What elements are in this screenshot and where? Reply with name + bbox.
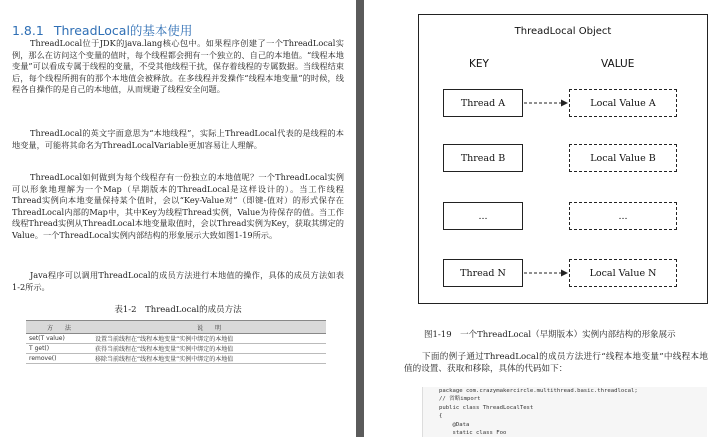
table-cell-description: 移除当前线程在“线程本地变量”实例中绑定的本地值 [92, 354, 326, 364]
value-box-local-value-a: Local Value A [569, 89, 677, 117]
value-box-ellipsis: ... [569, 202, 677, 230]
key-box-thread-a: Thread A [443, 89, 523, 117]
table-cell-method: remove() [26, 354, 92, 364]
section-title: ThreadLocal的基本使用 [53, 23, 193, 38]
diagram-title: ThreadLocal Object [514, 26, 612, 37]
value-column-label: VALUE [601, 58, 635, 70]
code-line: static class Foo [439, 430, 507, 437]
right-paragraph: 下面的例子通过ThreadLocal的成员方法进行“线程本地变量”中线程本地值的设置、获取和移除，具体的代码如下： [404, 352, 708, 374]
code-line: public class ThreadLocalTest [439, 404, 534, 411]
key-box-thread-n: Thread N [443, 259, 523, 287]
code-line: package com.crazymakercircle.multithread.basic.threadlocal; [439, 388, 638, 394]
table-cell-description: 获得当前线程在“线程本地变量”实例中绑定的本地值 [92, 344, 326, 354]
paragraph-1: ThreadLocal位于JDK的java.lang核心包中。如果程序创建了一个ThreadLocal实例，那么在访问这个变量的值时，每个线程都会拥有一个独立的、自己的本地值。“线程本地变量”可以看成专属于线程的变量，不受其他线程干扰，保存着线程的专属数据。当线程结束后，每个线程所拥有的那个本地值会被释放。在多线程并发操作“线程本地变量”的时候，线程各自操作的是自己的本地值，从而规避了线程安全问题。 [12, 38, 344, 95]
key-box-thread-b: Thread B [443, 144, 523, 172]
key-box-ellipsis: ... [443, 202, 523, 230]
code-line: @Data [439, 421, 470, 428]
code-line: { [439, 413, 443, 420]
table-cell-description: 设置当前线程在“线程本地变量”实例中绑定的本地值 [92, 334, 326, 344]
section-number: 1.8.1 [12, 23, 44, 38]
code-line: // 省略import [439, 396, 481, 403]
key-column-label: KEY [469, 58, 489, 70]
table-cell-method: set(T value) [26, 334, 92, 344]
table-title: 表1-2 ThreadLocal的成员方法 [114, 305, 242, 315]
table-header-method: 方 法 [26, 321, 92, 334]
table-header-description: 说 明 [92, 321, 326, 334]
value-box-local-value-b: Local Value B [569, 144, 677, 172]
table-cell-method: T get() [26, 344, 92, 354]
value-box-local-value-n: Local Value N [569, 259, 677, 287]
paragraph-4: Java程序可以调用ThreadLocal的成员方法进行本地值的操作，具体的成员方法如表1-2所示。 [12, 270, 344, 292]
paragraph-3: ThreadLocal如何做到为每个线程存有一份独立的本地值呢？一个ThreadLocal实例可以形象地理解为一个Map（早期版本的ThreadLocal是这样设计的）。当工作线程Thread实例向本地变量保持某个值时，会以“Key-Value对”（即键-值对）的形式保存在ThreadLocal内部的Map中，其中Key为线程Thread实例，Value为待保存的值。当工作线程Thread实例从ThreadLocal本地变量取值时，会以Thread实例为Key，获取其绑定的Value。一个ThreadLocal实例内部结构的形象展示大致如图1-19所示。 [12, 172, 344, 240]
paragraph-2: ThreadLocal的英文字面意思为“本地线程”，实际上ThreadLocal代表的是线程的本地变量，可能将其命名为ThreadLocalVariable更加容易让人理解。 [12, 128, 344, 150]
code-block [422, 387, 707, 437]
figure-caption: 图1-19 一个ThreadLocal（早期版本）实例内部结构的形象展示 [424, 330, 676, 340]
